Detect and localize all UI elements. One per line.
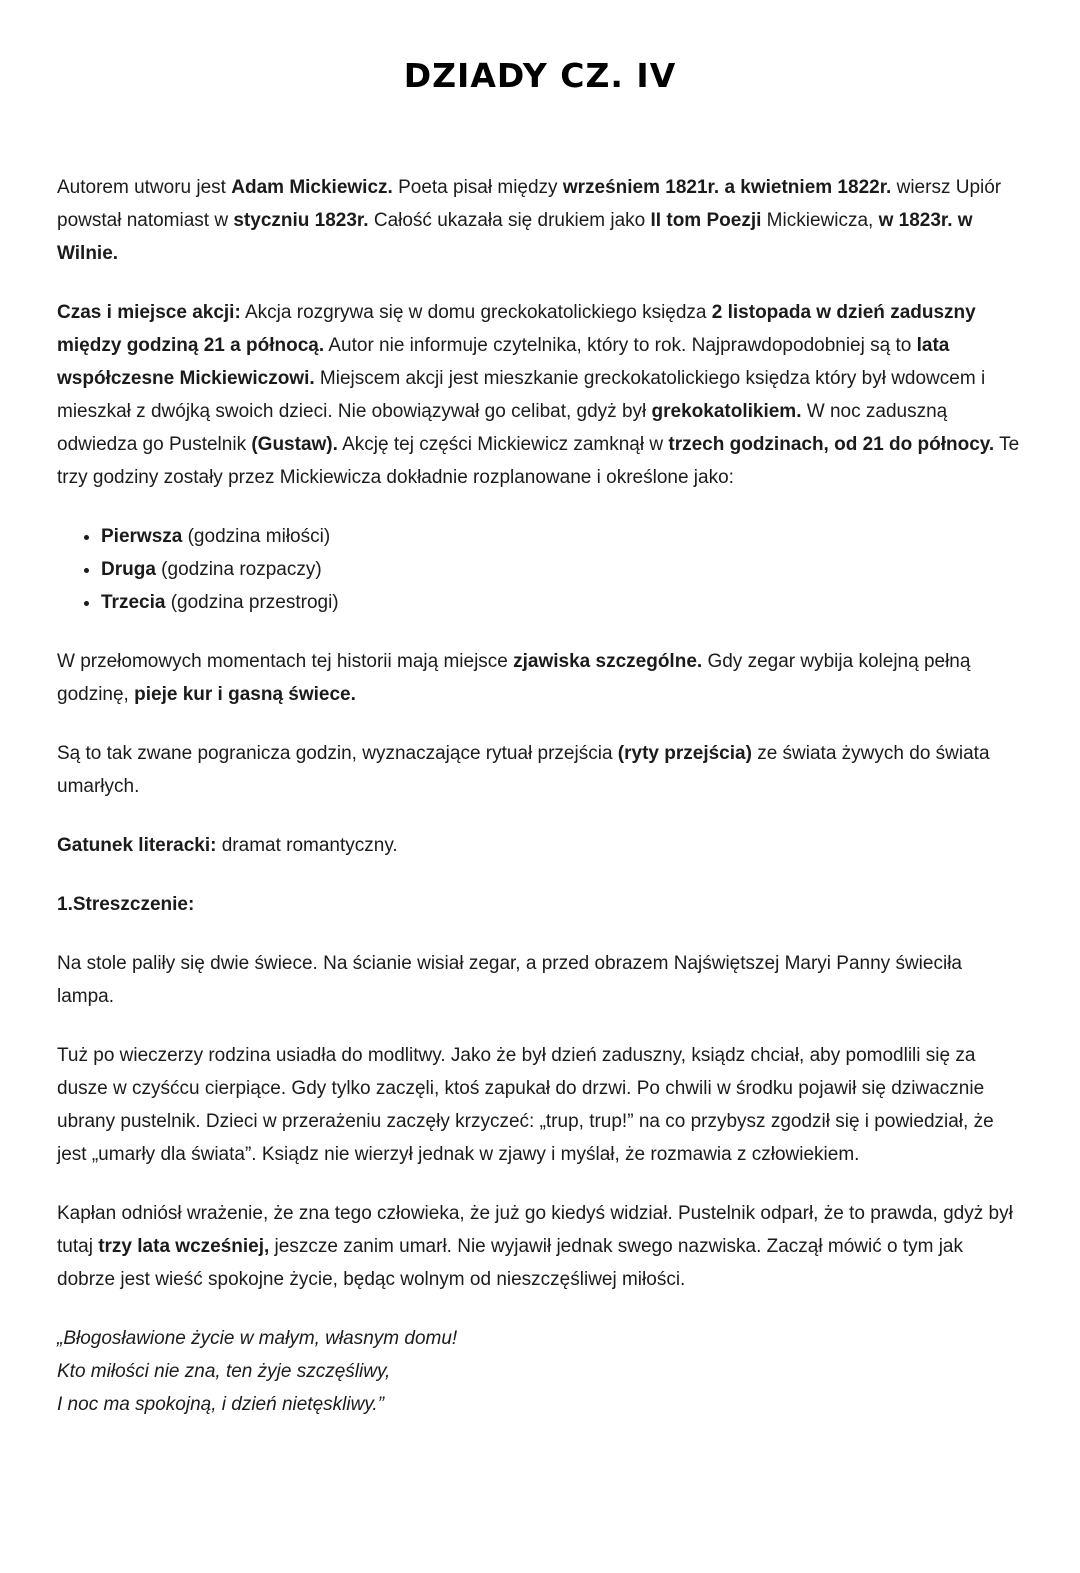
- quote-blessed-life: [57, 1322, 1023, 1421]
- bold-text-segment: Trzecia: [101, 592, 166, 613]
- text-segment: wiersz Upiór powstał natomiast w: [57, 177, 1002, 231]
- text-segment: Miejscem akcji jest mieszkanie greckokatolickiego księdza który był wdowcem i mieszkał z dwójką swoich dzieci. Nie obowiązywał go celibat, gdyż był: [57, 368, 986, 422]
- bold-text-segment: 2 listopada w dzień zaduszny między godziną 21 a północą.: [57, 302, 976, 356]
- paragraph-summary-2: [57, 1039, 1023, 1171]
- bold-text-segment: lata współczesne Mickiewiczowi.: [57, 335, 950, 389]
- paragraph-summary-3: [57, 1197, 1023, 1296]
- bold-text-segment: Pierwsza: [101, 526, 183, 547]
- text-segment: Autor nie informuje czytelnika, który to rok. Najprawdopodobniej są to: [324, 335, 917, 356]
- bold-text-segment: wrześniem 1821r. a kwietniem 1822r.: [562, 177, 892, 198]
- quote-line: „Błogosławione życie w małym, własnym domu!: [57, 1328, 458, 1349]
- page-title: DZIADY CZ. IV: [403, 56, 677, 95]
- text-segment: (godzina przestrogi): [165, 592, 339, 613]
- paragraph-literary-genre: [57, 829, 1023, 862]
- text-segment: Akcję tej części Mickiewicz zamknął w: [337, 434, 669, 455]
- text-segment: Te trzy godziny zostały przez Mickiewicza dokładnie rozplanowane i określone jako:: [57, 434, 1020, 488]
- text-segment: Są to tak zwane pogranicza godzin, wyznaczające rytuał przejścia: [57, 743, 618, 764]
- summary-heading: [57, 888, 1023, 921]
- bold-text-segment: styczniu 1823r.: [233, 210, 369, 231]
- paragraph-summary-1: [57, 947, 1023, 1013]
- bold-text-segment: Druga: [101, 559, 156, 580]
- paragraph-rites-of-passage: [57, 737, 1023, 803]
- bold-text-segment: Gatunek literacki:: [57, 835, 217, 856]
- bold-text-segment: Czas i miejsce akcji:: [57, 302, 241, 323]
- bold-text-segment: 1.Streszczenie:: [57, 894, 195, 915]
- bold-text-segment: trzy lata wcześniej,: [98, 1236, 270, 1257]
- text-segment: Autorem utworu jest: [57, 177, 232, 198]
- bold-text-segment: w 1823r. w Wilnie.: [57, 210, 973, 264]
- text-segment: Całość ukazała się drukiem jako: [368, 210, 651, 231]
- paragraph-time-and-place: [57, 296, 1023, 494]
- list-item: [101, 553, 1023, 586]
- text-segment: dramat romantyczny.: [216, 835, 398, 856]
- text-segment: Mickiewicza,: [761, 210, 879, 231]
- bold-text-segment: grekokatolikiem.: [651, 401, 802, 422]
- quote-line: Kto miłości nie zna, ten żyje szczęśliwy,: [57, 1361, 391, 1382]
- paragraph-phenomena: [57, 645, 1023, 711]
- text-segment: Kapłan odniósł wrażenie, że zna tego człowieka, że już go kiedyś widział. Pustelnik odparł, że to prawda, gdyż był tutaj: [57, 1203, 1013, 1257]
- text-segment: Poeta pisał między: [392, 177, 563, 198]
- text-segment: ze świata żywych do świata umarłych.: [57, 743, 990, 797]
- text-segment: W przełomowych momentach tej historii mają miejsce: [57, 651, 514, 672]
- paragraph-author-info: [57, 171, 1023, 270]
- text-segment: (godzina rozpaczy): [155, 559, 322, 580]
- bold-text-segment: II tom Poezji: [650, 210, 762, 231]
- hours-list: [57, 520, 1023, 619]
- text-segment: Gdy zegar wybija kolejną pełną godzinę,: [57, 651, 971, 705]
- text-segment: Na stole paliły się dwie świece. Na ścianie wisiał zegar, a przed obrazem Najświętszej Maryi Panny świeciła lampa.: [57, 953, 962, 1007]
- bold-text-segment: (ryty przejścia): [617, 743, 752, 764]
- text-segment: W noc zaduszną odwiedza go Pustelnik: [57, 401, 948, 455]
- text-segment: Tuż po wieczerzy rodzina usiadła do modlitwy. Jako że był dzień zaduszny, ksiądz chciał, aby pomodlili się za dusze w czyśćcu cierpiące. Gdy tylko zaczęli, ktoś zapukał do drzwi. Po chwili w środku pojawił się dziwacznie ubrany pustelnik. Dzieci w przerażeniu zaczęły krzyczeć: „trup, trup!” na co przybysz zgodził się i powiedział, że jest „umarły dla świata”. Ksiądz nie wierzył jednak w zjawy i myślał, że rozmawia z człowiekiem.: [57, 1045, 994, 1165]
- list-item: [101, 520, 1023, 553]
- bold-text-segment: trzech godzinach, od 21 do północy.: [668, 434, 995, 455]
- bold-text-segment: pieje kur i gasną świece.: [134, 684, 356, 705]
- text-segment: (godzina miłości): [182, 526, 331, 547]
- text-segment: jeszcze zanim umarł. Nie wyjawił jednak swego nazwiska. Zaczął mówić o tym jak dobrze jest wieść spokojne życie, będąc wolnym od nieszczęśliwej miłości.: [57, 1236, 964, 1290]
- bold-text-segment: (Gustaw).: [251, 434, 338, 455]
- quote-line: I noc ma spokojną, i dzień nietęskliwy.”: [57, 1394, 385, 1415]
- text-segment: Akcja rozgrywa się w domu greckokatolickiego księdza: [240, 302, 712, 323]
- bold-text-segment: zjawiska szczególne.: [513, 651, 703, 672]
- list-item: [101, 586, 1023, 619]
- bold-text-segment: Adam Mickiewicz.: [231, 177, 393, 198]
